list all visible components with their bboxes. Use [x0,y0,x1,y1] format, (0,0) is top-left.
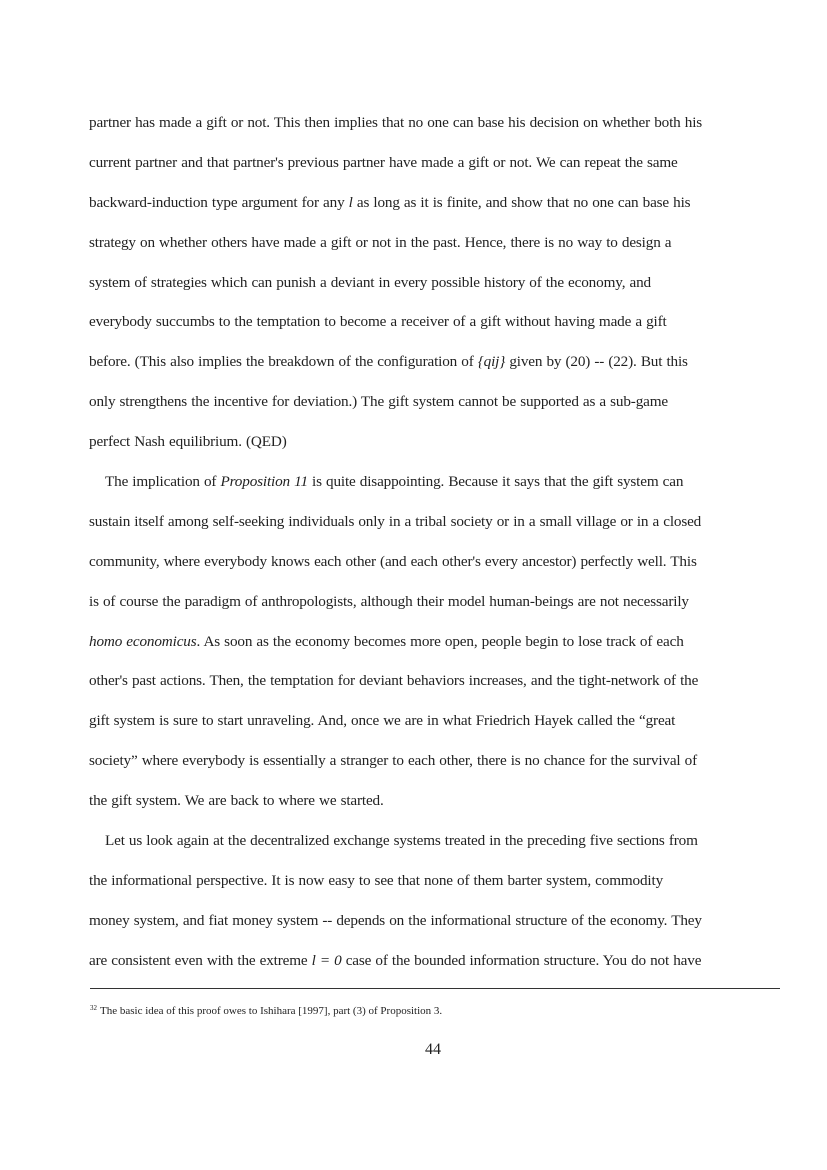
paragraph-start-line: The implication of Proposition 11 is quite disappointing. Because it says that the gift system can [105,473,684,491]
text-line: the gift system. We are back to where we started. [89,792,384,810]
text-line: gift system is sure to start unraveling. And, once we are in what Friedrich Hayek called the “great [89,712,676,730]
text-line: only strengthens the incentive for deviation.) The gift system cannot be supported as a sub-game [89,393,668,411]
footnote-text: The basic idea of this proof owes to Ishihara [1997], part (3) of Proposition 3. [100,1005,443,1017]
text-line: everybody succumbs to the temptation to become a receiver of a gift without having made a gift [89,313,667,331]
text-line: are consistent even with the extreme l = 0 case of the bounded information structure. You do not have [89,951,702,969]
text-line: partner has made a gift or not. This then implies that no one can base his decision on whether both his [89,114,703,131]
text-line: community, where everybody knows each other (and each other's every ancestor) perfectly well. This [89,552,697,570]
text-line: strategy on whether others have made a gift or not in the past. Hence, there is no way to design a [89,233,672,251]
text-line: current partner and that partner's previous partner have made a gift or not. We can repeat the same [89,153,678,171]
text-line: the informational perspective. It is now easy to see that none of them barter system, commodity [89,871,664,889]
footnote-divider [90,988,780,989]
text-line: sustain itself among self-seeking individuals only in a tribal society or in a small village or in a closed [89,512,702,530]
text-line: is of course the paradigm of anthropologists, although their model human-beings are not necessarily [89,592,689,610]
text-line: system of strategies which can punish a deviant in every possible history of the economy, and [89,273,651,291]
footnote [90,1001,442,1018]
text-line: society” where everybody is essentially a stranger to each other, there is no chance for the survival of [89,752,697,770]
text-line: before. (This also implies the breakdown of the configuration of {qij} given by (20) -- (22). But this [89,353,688,371]
text-line: homo economicus. As soon as the economy becomes more open, people begin to lose track of each [89,632,684,650]
footnote-marker: 32 [90,1004,97,1012]
text-line: perfect Nash equilibrium. (QED) [89,433,287,451]
page-number: 44 [425,1041,441,1058]
text-line: other's past actions. Then, the temptation for deviant behaviors increases, and the tight-network of the [89,672,699,690]
body-text [89,103,781,981]
paragraph-start-line: Let us look again at the decentralized exchange systems treated in the preceding five sections from [105,832,698,850]
text-line: backward-induction type argument for any l as long as it is finite, and show that no one can base his [89,193,691,211]
text-line: money system, and fiat money system -- depends on the informational structure of the economy. They [89,911,702,929]
